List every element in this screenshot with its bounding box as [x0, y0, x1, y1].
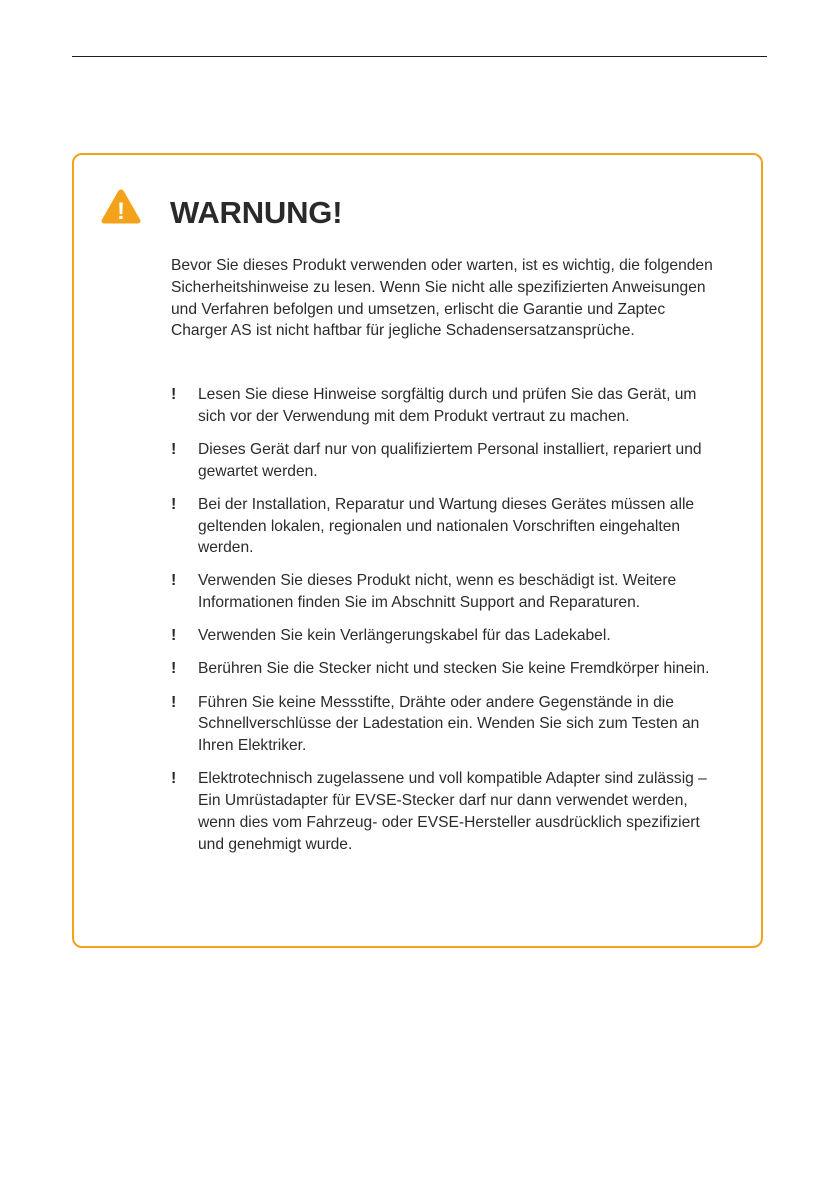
- list-item: [171, 625, 716, 647]
- list-item: [171, 494, 716, 559]
- warning-triangle-icon: [100, 187, 142, 225]
- exclamation-icon: !: [171, 572, 177, 590]
- list-item-text: Dieses Gerät darf nur von qualifiziertem Personal installiert, repariert und gewartet werden.: [198, 440, 702, 480]
- list-item: [171, 658, 716, 680]
- header-divider: [72, 56, 767, 57]
- list-item-text: Lesen Sie diese Hinweise sorgfältig durch und prüfen Sie das Gerät, um sich vor der Verwendung mit dem Produkt vertraut zu machen.: [198, 386, 697, 425]
- list-item-text: Berühren Sie die Stecker nicht und stecken Sie keine Fremdkörper hinein.: [198, 660, 710, 678]
- list-item: [171, 768, 716, 855]
- warning-title: WARNUNG!: [170, 195, 343, 230]
- exclamation-icon: !: [171, 386, 177, 403]
- list-item: [171, 692, 716, 757]
- list-item: [171, 384, 716, 428]
- exclamation-icon: !: [171, 627, 177, 645]
- exclamation-icon: !: [171, 495, 177, 513]
- exclamation-icon: !: [171, 693, 177, 711]
- list-item: [171, 570, 716, 614]
- exclamation-icon: !: [171, 440, 177, 458]
- list-item-text: Verwenden Sie dieses Produkt nicht, wenn es beschädigt ist. Weitere Informationen finden Sie im Abschnitt Support and Reparaturen.: [198, 572, 677, 612]
- list-item-text: Führen Sie keine Messstifte, Drähte oder andere Gegenstände in die Schnellverschlüsse der Ladestation ein. Wenden Sie sich zum Testen an Ihren Elektriker.: [198, 693, 700, 755]
- warning-intro: Bevor Sie dieses Produkt verwenden oder warten, ist es wichtig, die folgenden Sicherheitshinweise zu lesen. Wenn Sie nicht alle spezifizierten Anweisungen und Verfahren befolgen und umsetzen, erlischt die Garantie und Zaptec Charger AS ist nicht haftbar für jegliche Schadensersatzansprüche.: [171, 257, 713, 340]
- exclamation-icon: !: [171, 660, 177, 678]
- list-item-text: Elektrotechnisch zugelassene und voll kompatible Adapter sind zulässig – Ein Umrüstadapter für EVSE-Stecker darf nur dann verwendet werden, wenn dies vom Fahrzeug- oder EVSE-Hersteller ausdrücklich spezifiziert und genehmigt wurde.: [198, 770, 707, 853]
- exclamation-icon: !: [171, 770, 177, 788]
- list-item: [171, 439, 716, 483]
- list-item-text: Verwenden Sie kein Verlängerungskabel für das Ladekabel.: [198, 627, 611, 645]
- safety-instructions-list: [171, 384, 716, 867]
- warning-icon-glyph: !: [117, 198, 125, 225]
- list-item-text: Bei der Installation, Reparatur und Wartung dieses Gerätes müssen alle geltenden lokalen, regionalen und nationalen Vorschriften eingehalten werden.: [198, 495, 695, 557]
